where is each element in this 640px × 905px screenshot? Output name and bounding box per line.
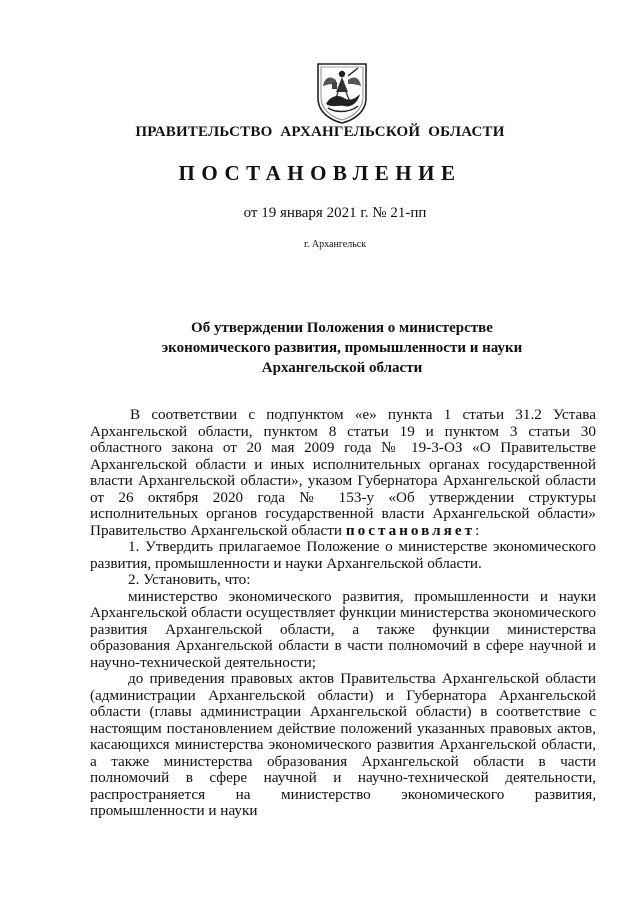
subject-line-2: экономического развития, промышленности и науки	[161, 340, 523, 356]
coat-of-arms-icon	[314, 60, 370, 124]
document-body	[90, 407, 596, 820]
document-type: ПОСТАНОВЛЕНИЕ	[178, 161, 462, 185]
preamble-paragraph	[90, 407, 596, 539]
document-place: г. Архангельск	[303, 239, 367, 250]
subject-line-1: Об утверждении Положения о министерстве	[191, 320, 493, 336]
item-1-paragraph: 1. Утвердить прилагаемое Положение о министерстве экономического развития, промышленности и науки Архангельской области.	[90, 538, 596, 572]
item-2-paragraph-b: до приведения правовых актов Правительства Архангельской области (администрации Архангельской области) и Губернатора Архангельской области (главы администрации Архангельской области) в соответствие с настоящим постановлением действие положений указанных правовых актов, касающихся министерства экономического развития Архангельской области, а также министерства образования Архангельской области в части полномочий в сфере научной и научно-технической деятельности, распространяется на министерство экономического развития, промышленности и науки	[90, 670, 596, 819]
document-date-number: от 19 января 2021 г. № 21-пп	[243, 205, 427, 221]
preamble-text: В соответствии с подпунктом «е» пункта 1 статьи 31.2 Устава Архангельской области, пунктом 8 статьи 19 и пунктом 3 статьи 30 областного закона от 20 мая 2009 года № 19-3-ОЗ «О Правительстве Архангельской области и иных исполнительных органах государственной власти Архангельской области», указом Губернатора Архангельской области от 26 октября 2020 года № 153-у «Об утверждении структуры исполнительных органов государственной власти Архангельской области» Правительство Архангельской области	[90, 406, 596, 539]
subject-line-3: Архангельской области	[261, 360, 423, 376]
decrees-colon: :	[475, 521, 480, 539]
document-subject	[90, 318, 594, 378]
item-2-paragraph: 2. Установить, что:	[128, 571, 251, 588]
item-2-paragraph-a: министерство экономического развития, промышленности и науки Архангельской области осуществляет функции министерства экономического развития Архангельской области, а также функции министерства образования Архангельской области в части полномочий в сфере научной и научно-технической деятельности;	[90, 587, 596, 671]
decrees-word: постановляет	[345, 521, 476, 539]
government-title: ПРАВИТЕЛЬСТВО АРХАНГЕЛЬСКОЙ ОБЛАСТИ	[135, 124, 505, 140]
